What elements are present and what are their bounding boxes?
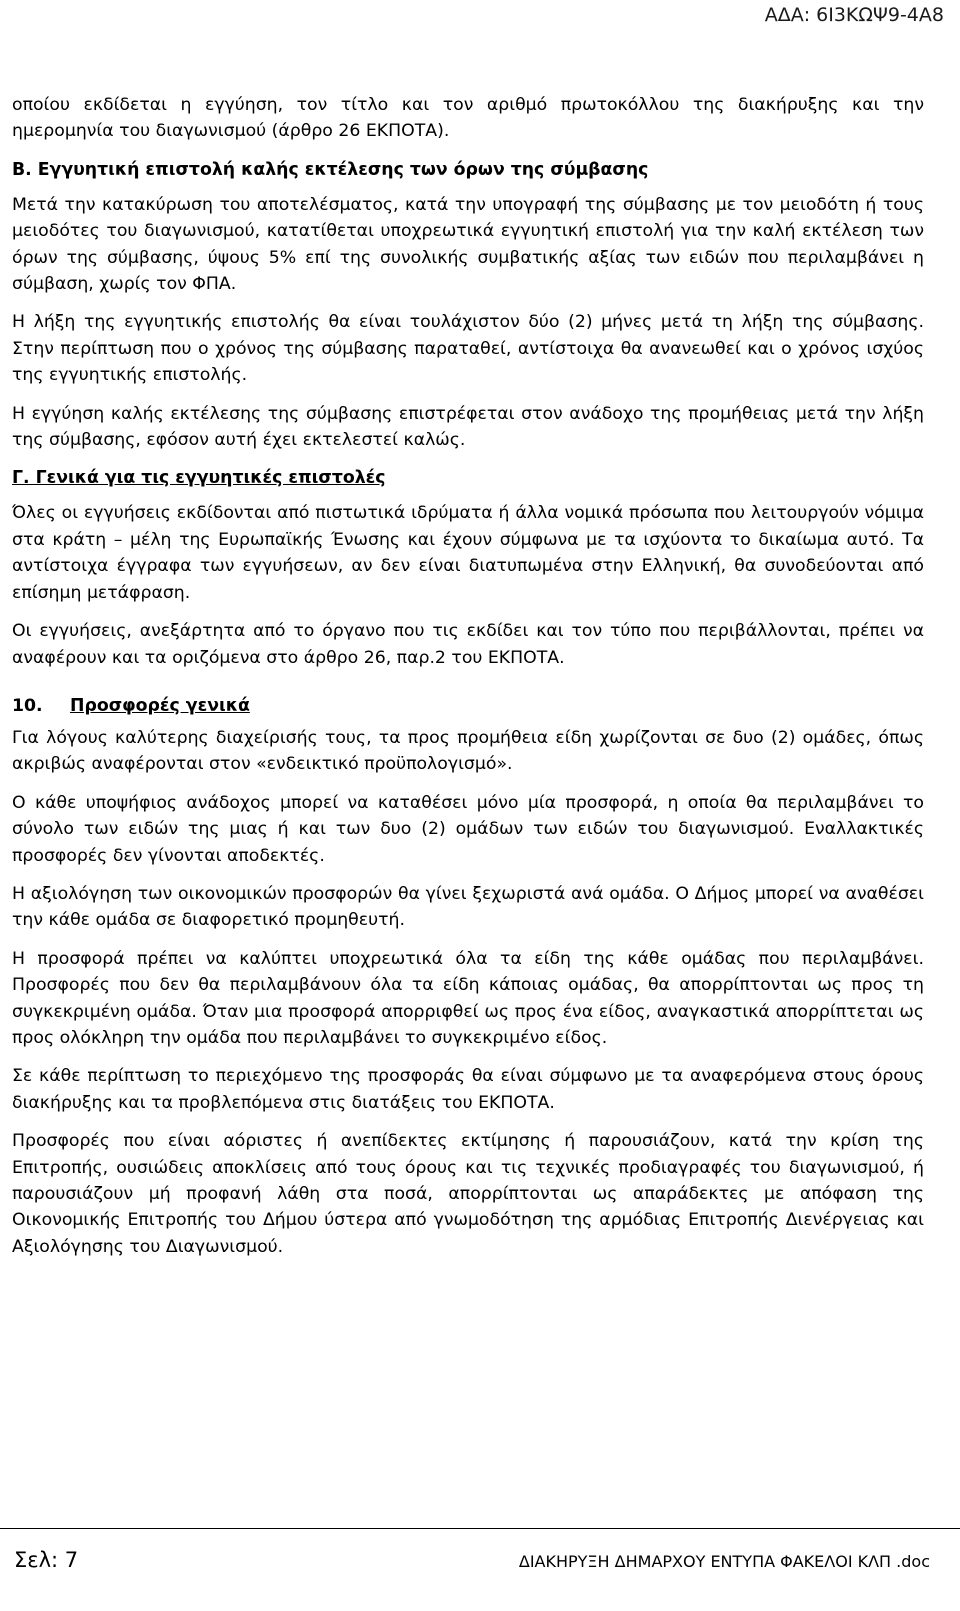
heading-g-text: Γ. Γενικά για τις εγγυητικές επιστολές: [12, 468, 386, 489]
paragraph-b-3: Η εγγύηση καλής εκτέλεσης της σύμβασης επιστρέφεται στον ανάδοχο της προμήθειας μετά την λήξη της σύμβασης, εφόσον αυτή έχει εκτελεστεί καλώς.: [12, 403, 924, 451]
footer-divider: [0, 1528, 960, 1529]
paragraph-s-1: Για λόγους καλύτερης διαχείρισής τους, τα προς προμήθεια είδη χωρίζονται σε δυο (2) ομάδες, όπως ακριβώς αναφέρονται στον «ενδεικτικό προϋπολογισμό».: [12, 727, 924, 775]
paragraph-s-2: Ο κάθε υποψήφιος ανάδοχος μπορεί να καταθέσει μόνο μία προσφορά, η οποία θα περιλαμβάνει το σύνολο των ειδών της μιας ή και των δυο (2) ομάδων των ειδών του διαγωνισμού. Εναλλακτικές προσφορές δεν γίνονται αποδεκτές.: [12, 792, 924, 866]
paragraph-b-2: Η λήξη της εγγυητικής επιστολής θα είναι τουλάχιστον δύο (2) μήνες μετά τη λήξη της σύμβασης. Στην περίπτωση που ο χρόνος της σύμβασης παραταθεί, αντίστοιχα θα ανανεωθεί και ο χρόνος ισχύος της εγγυητικής επιστολής.: [12, 312, 924, 386]
paragraph-g-1: Όλες οι εγγυήσεις εκδίδονται από πιστωτικά ιδρύματα ή άλλα νομικά πρόσωπα που λειτουργούν νόμιμα στα κράτη – μέλη της Ευρωπαϊκής Ένωσης και έχουν σύμφωνα με τα ισχύοντα το δικαίωμα αυτό. Τα αντίστοιχα έγγραφα των εγγυήσεων, αν δεν είναι διατυπωμένα στην Ελληνική, θα συνοδεύονται από επίσημη μετάφραση.: [12, 503, 924, 603]
paragraph-s-3: Η αξιολόγηση των οικονομικών προσφορών θα γίνει ξεχωριστά ανά ομάδα. Ο Δήμος μπορεί να αναθέσει την κάθε ομάδα σε διαφορετικό προμηθευτή.: [12, 883, 924, 931]
paragraph-s-5: Σε κάθε περίπτωση το περιεχόμενο της προσφοράς θα είναι σύμφωνο με τα αναφερόμενα στους όρους διακήρυξης και τα προβλεπόμενα στις διατάξεις του ΕΚΠΟΤΑ.: [12, 1066, 924, 1113]
heading-general-guarantees: [12, 465, 924, 491]
section-title: Προσφορές γενικά: [70, 695, 250, 716]
intro-paragraph: οποίου εκδίδεται η εγγύηση, τον τίτλο και τον αριθμό πρωτοκόλλου της διακήρυξης και την ημερομηνία του διαγωνισμού (άρθρο 26 ΕΚΠΟΤΑ).: [12, 95, 924, 142]
document-filename: ΔΙΑΚΗΡΥΞΗ ΔΗΜΑΡΧΟΥ ΕΝΤΥΠΑ ΦΑΚΕΛΟΙ ΚΛΠ .doc: [518, 1552, 930, 1571]
paragraph-s-6: Προσφορές που είναι αόριστες ή ανεπίδεκτες εκτίμησης ή παρουσιάζουν, κατά την κρίση της Επιτροπής, ουσιώδεις αποκλίσεις από τους όρους και τις τεχνικές προδιαγραφές του διαγωνισμού, ή παρουσιάζουν μή προφανή λάθη στα ποσά, απορρίπτονται ως απαράδεκτες με απόφαση της Οικονομικής Επιτροπής του Δήμου ύστερα από γνωμοδότηση της αρμόδιας Επιτροπής Διενέργειας και Αξιολόγησης του Διαγωνισμού.: [12, 1131, 924, 1257]
ada-code: ΑΔΑ: 6Ι3ΚΩΨ9-4Α8: [764, 4, 944, 26]
paragraph-b-1: Μετά την κατακύρωση του αποτελέσματος, κατά την υπογραφή της σύμβασης με τον μειοδότη ή τους μειοδότες του διαγωνισμού, κατατίθεται υποχρεωτικά εγγυητική επιστολή για την καλή εκτέλεση των όρων της σύμβασης, ύψους 5% επί της συνολικής συμβατικής αξίας των ειδών που περιλαμβάνει η σύμβαση, χωρίς τον ΦΠΑ.: [12, 194, 924, 295]
page-footer: [0, 1528, 960, 1611]
page-number: Σελ: 7: [14, 1548, 79, 1572]
heading-guarantee-performance: [12, 157, 924, 183]
document-body: [12, 92, 924, 1272]
section-number: 10.: [12, 695, 43, 716]
heading-b-text: Β. Εγγυητική επιστολή καλής εκτέλεσης των όρων της σύμβασης: [12, 159, 649, 180]
section-heading-offers: [12, 693, 924, 719]
paragraph-g-2: Οι εγγυήσεις, ανεξάρτητα από το όργανο που τις εκδίδει και τον τύπο που περιβάλλονται, πρέπει να αναφέρουν και τα οριζόμενα στο άρθρο 26, παρ.2 του ΕΚΠΟΤΑ.: [12, 621, 924, 668]
paragraph-s-4: Η προσφορά πρέπει να καλύπτει υποχρεωτικά όλα τα είδη της κάθε ομάδας που περιλαμβάνει. Προσφορές που δεν θα περιλαμβάνουν όλα τα είδη κάποιας ομάδας, θα απορρίπτονται ως προς τη συγκεκριμένη ομάδα. Όταν μια προσφορά απορριφθεί ως προς ένα είδος, αναγκαστικά απορρίπτεται ως προς ολόκληρη την ομάδα που περιλαμβάνει το συγκεκριμένο είδος.: [12, 948, 924, 1048]
